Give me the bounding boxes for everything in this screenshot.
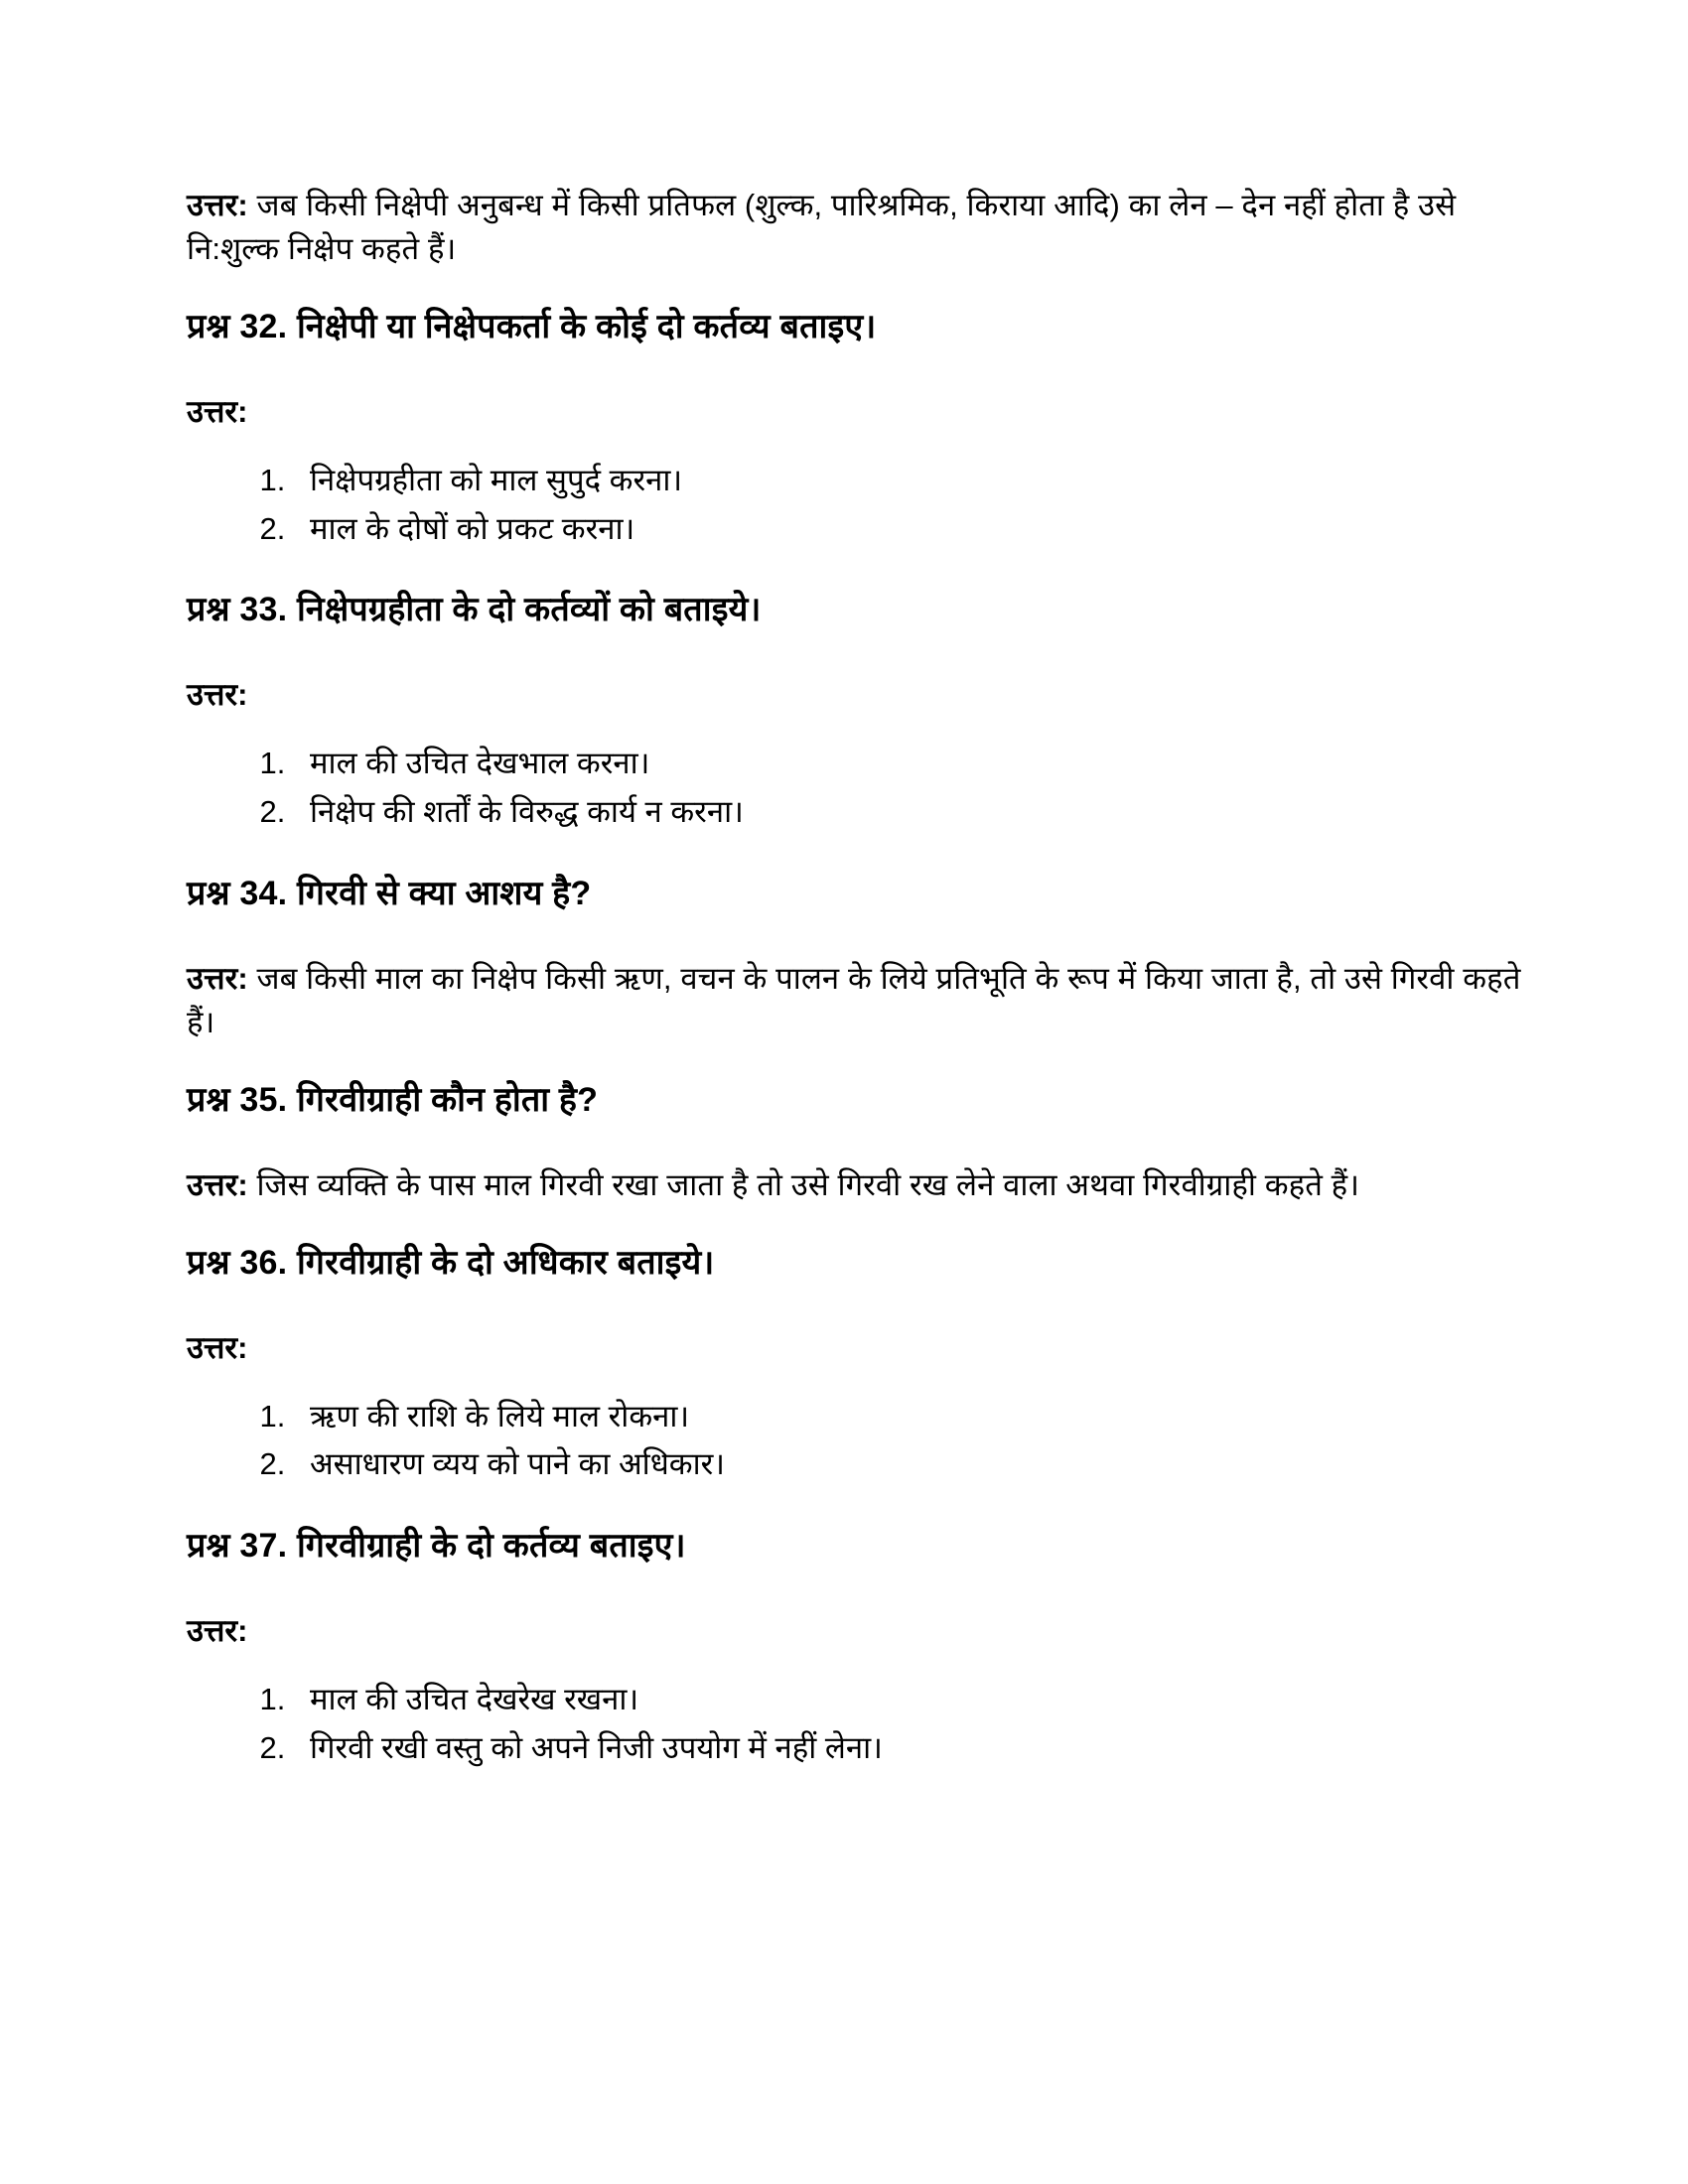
answer-label-37: उत्तर: <box>187 1613 248 1649</box>
answer-paragraph-35 <box>187 1163 1522 1207</box>
answer-label-36: उत्तर: <box>187 1329 248 1365</box>
list-item: 1. ऋण की राशि के लिये माल रोकना। <box>294 1396 1522 1438</box>
answer-label: उत्तर: <box>187 1166 248 1202</box>
list-item: 1. माल की उचित देखरेख रखना। <box>294 1679 1522 1721</box>
list-item: 2. निक्षेप की शर्तों के विरुद्ध कार्य न करना। <box>294 791 1522 834</box>
answer-text: जिस व्यक्ति के पास माल गिरवी रखा जाता है तो उसे गिरवी रख लेने वाला अथवा गिरवीग्राही कहते हैं। <box>247 1166 1360 1202</box>
answer-label: उत्तर: <box>187 188 248 222</box>
question-heading-35: प्रश्न 35. गिरवीग्राही कौन होता है? <box>187 1080 599 1119</box>
document-content <box>187 184 1522 1770</box>
answer-list-37 <box>187 1679 1522 1770</box>
question-heading-34: प्रश्न 34. गिरवी से क्या आशय है? <box>187 874 592 912</box>
answer-text: जब किसी माल का निक्षेप किसी ऋण, वचन के पालन के लिये प्रतिभूति के रूप में किया जाता है, तो उसे गिरवी कहते हैं। <box>187 960 1521 1039</box>
question-heading-37: प्रश्न 37. गिरवीग्राही के दो कर्तव्य बताइए। <box>187 1527 686 1566</box>
answer-label-32: उत्तर: <box>187 393 248 429</box>
answer-label-33: उत्तर: <box>187 677 248 713</box>
question-heading-32: प्रश्न 32. निक्षेपी या निक्षेपकर्ता के कोई दो कर्तव्य बताइए। <box>187 308 877 346</box>
answer-list-36 <box>187 1396 1522 1487</box>
list-item: 2. माल के दोषों को प्रकट करना। <box>294 508 1522 551</box>
answer-list-33 <box>187 743 1522 834</box>
answer-label: उत्तर: <box>187 960 248 996</box>
answer-text: जब किसी निक्षेपी अनुबन्ध में किसी प्रतिफल (शुल्क, पारिश्रमिक, किराया आदि) का लेन – देन नहीं होता है उसे नि:शुल्क निक्षेप कहते हैं। <box>187 188 1457 267</box>
list-item: 2. असाधारण व्यय को पाने का अधिकार। <box>294 1443 1522 1486</box>
list-item: 1. निक्षेपग्रहीता को माल सुपुर्द करना। <box>294 460 1522 502</box>
question-heading-36: प्रश्न 36. गिरवीग्राही के दो अधिकार बताइये। <box>187 1243 715 1282</box>
list-item: 2. गिरवी रखी वस्तु को अपने निजी उपयोग में नहीं लेना। <box>294 1727 1522 1770</box>
answer-paragraph <box>187 184 1522 271</box>
question-heading-33: प्रश्न 33. निक्षेपग्रहीता के दो कर्तव्यों को बताइये। <box>187 591 762 629</box>
answer-paragraph-34 <box>187 957 1522 1044</box>
answer-list-32 <box>187 460 1522 551</box>
list-item: 1. माल की उचित देखभाल करना। <box>294 743 1522 785</box>
